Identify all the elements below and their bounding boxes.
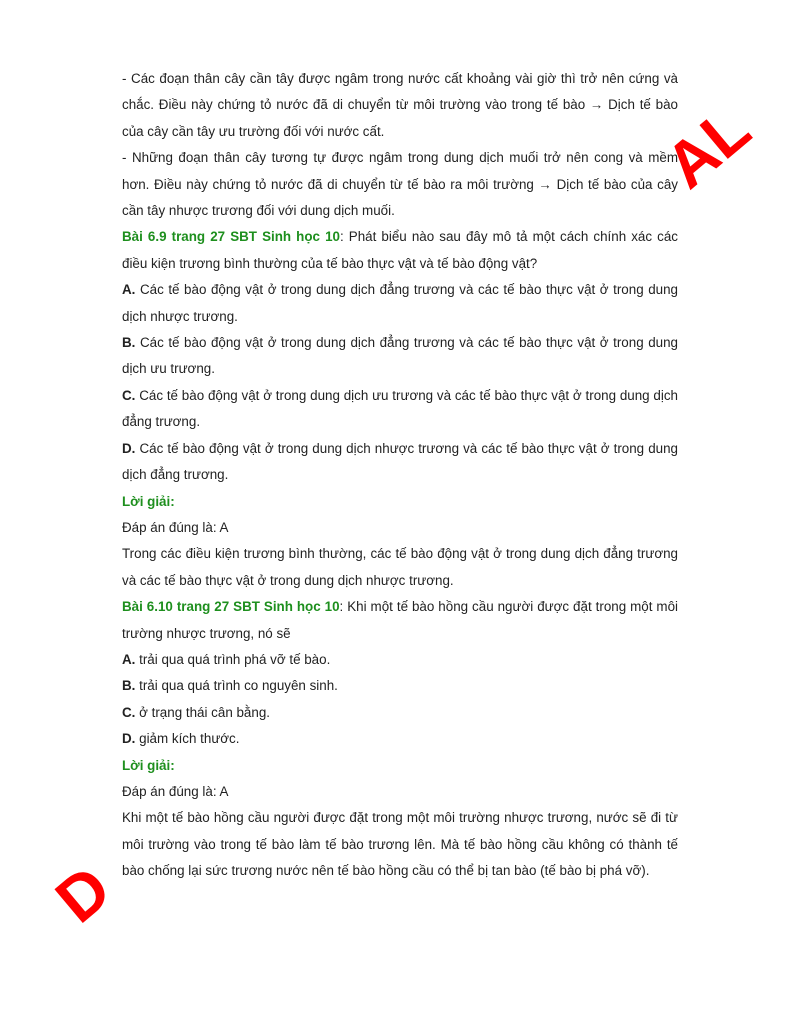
question-6-9-option-a	[122, 277, 678, 330]
option-text: Các tế bào động vật ở trong dung dịch ưu trương và các tế bào thực vật ở trong dung dịch đẳng trương.	[122, 387, 678, 430]
option-letter: C.	[122, 387, 136, 403]
question-6-9-option-c	[122, 383, 678, 436]
question-6-10-answer: Đáp án đúng là: A	[122, 783, 229, 799]
option-text: trải qua quá trình phá vỡ tế bào.	[135, 651, 331, 667]
question-6-9-text: : Phát biểu nào sau đây mô tả một cách chính xác các điều kiện trương bình thường của tế bào thực vật và tế bào động vật?	[122, 229, 678, 271]
paragraph-celery-distilled-water: - Các đoạn thân cây cần tây được ngâm trong nước cất khoảng vài giờ thì trở nên cứng và chắc. Điều này chứng tỏ nước đã di chuyển từ môi trường vào trong tế bào → Dịch tế bào của cây cần tây ưu trường đối với nước cất.	[122, 71, 678, 139]
option-letter: D.	[122, 440, 136, 456]
question-6-10-title: Bài 6.10 trang 27 SBT Sinh học 10	[122, 599, 340, 615]
option-text: Các tế bào động vật ở trong dung dịch đẳng trương và các tế bào thực vật ở trong dung dịch nhược trương.	[122, 282, 678, 324]
question-6-9	[122, 224, 678, 277]
question-6-10-solution-label: Lời giải:	[122, 757, 175, 773]
question-6-9-answer: Đáp án đúng là: A	[122, 519, 229, 535]
option-letter: C.	[122, 704, 136, 720]
question-6-10-option-b	[122, 673, 678, 699]
option-text: ở trạng thái cân bằng.	[135, 704, 270, 720]
option-letter: B.	[122, 335, 136, 351]
question-6-9-option-d	[122, 436, 678, 489]
question-6-10-option-c	[122, 700, 678, 726]
option-letter: A.	[122, 651, 136, 667]
question-6-10-explanation: Khi một tế bào hồng cầu người được đặt trong một môi trường nhược trương, nước sẽ đi từ môi trường vào trong tế bào làm tế bào trương lên. Mà tế bào hồng cầu không có thành tế bào chống lại sức trương nước nên tế bào hồng cầu có thể bị tan bào (tế bào bị phá vỡ).	[122, 810, 678, 879]
option-text: Các tế bào động vật ở trong dung dịch nhược trương và các tế bào thực vật ở trong dung dịch đẳng trương.	[122, 440, 678, 483]
question-6-9-option-b	[122, 330, 678, 383]
question-6-10-option-d	[122, 726, 678, 752]
option-letter: B.	[122, 678, 136, 694]
question-6-9-explanation: Trong các điều kiện trương bình thường, các tế bào động vật ở trong dung dịch đẳng trương và các tế bào thực vật ở trong dung dịch nhược trương.	[122, 546, 678, 588]
question-6-10	[122, 594, 678, 647]
option-letter: A.	[122, 282, 136, 298]
option-letter: D.	[122, 731, 136, 747]
option-text: Các tế bào động vật ở trong dung dịch đẳng trương và các tế bào thực vật ở trong dung dịch ưu trương.	[122, 335, 678, 377]
document-body	[122, 66, 678, 885]
option-text: giảm kích thước.	[135, 731, 240, 747]
paragraph-celery-salt-solution: - Những đoạn thân cây tương tự được ngâm trong dung dịch muối trở nên cong và mềm hơn. Điều này chứng tỏ nước đã di chuyển từ tế bào ra môi trường → Dịch tế bào của cây cần tây nhược trương đối với dung dịch muối.	[122, 150, 678, 219]
option-text: trải qua quá trình co nguyên sinh.	[135, 678, 338, 694]
question-6-9-title: Bài 6.9 trang 27 SBT Sinh học 10	[122, 229, 340, 245]
question-6-9-solution-label: Lời giải:	[122, 493, 175, 509]
question-6-10-option-a	[122, 647, 678, 673]
watermark-bottom: D	[42, 851, 124, 937]
question-6-10-text: : Khi một tế bào hồng cầu người được đặt trong một môi trường nhược trương, nó sẽ	[122, 599, 678, 641]
watermark-top: AL	[651, 92, 764, 202]
